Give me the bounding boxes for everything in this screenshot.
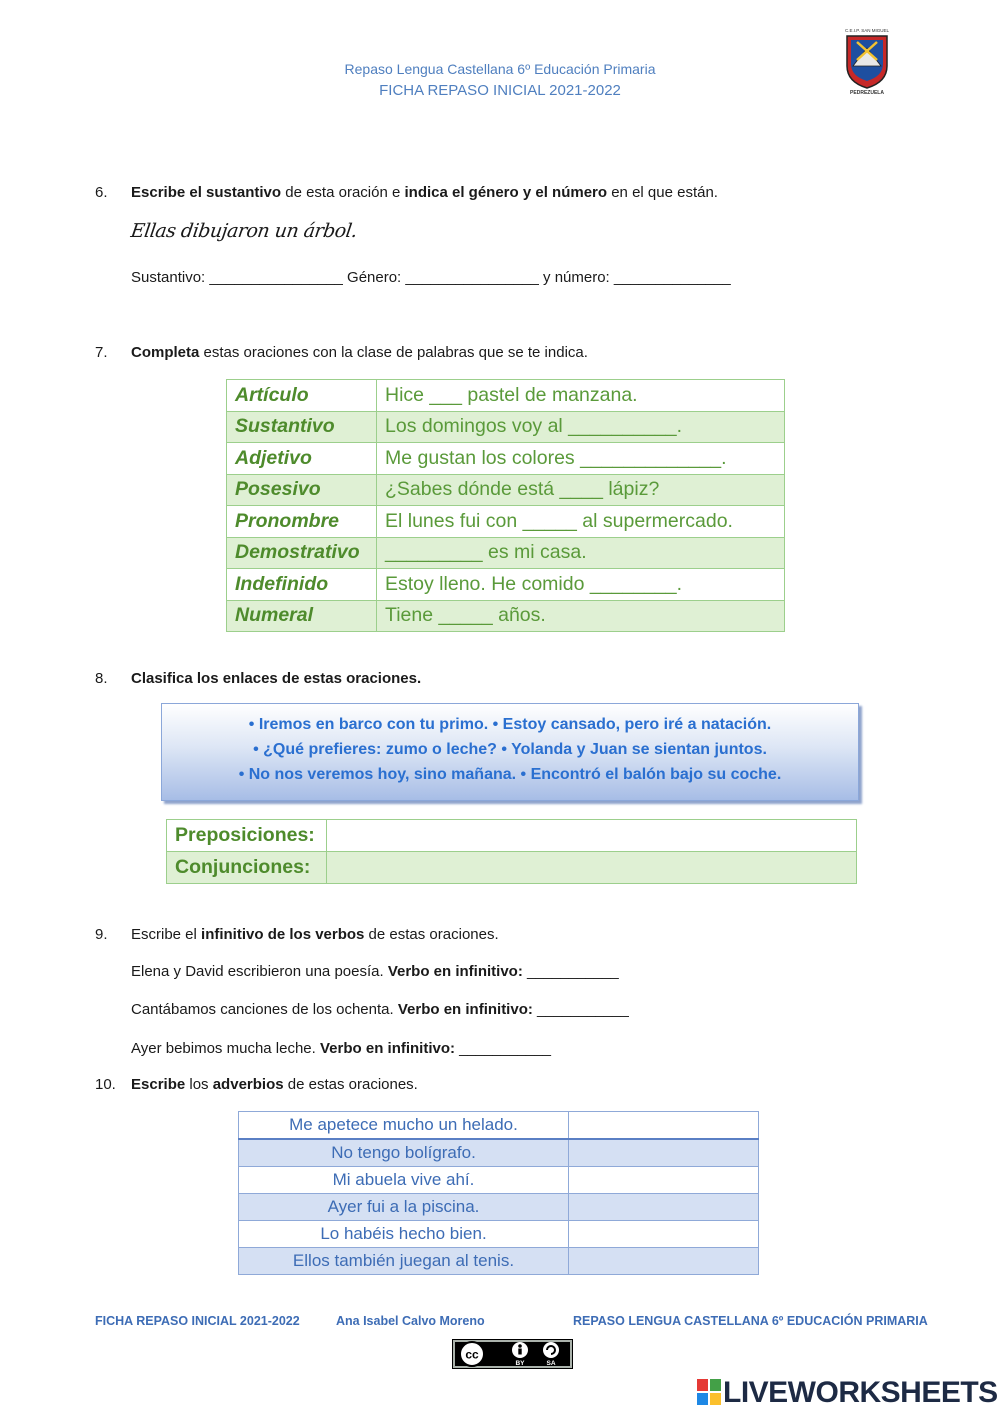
answer-cell[interactable] <box>569 1112 759 1140</box>
answer-cell[interactable] <box>569 1248 759 1275</box>
header-subject: Repaso Lengua Castellana 6º Educación Primaria <box>344 61 656 77</box>
sentence-cell: Lo habéis hecho bien. <box>239 1221 569 1248</box>
table-row <box>239 1167 759 1194</box>
liveworksheets-text: LIVEWORKSHEETS <box>723 1376 998 1409</box>
table-row <box>227 380 785 412</box>
sentence-cell: No tengo bolígrafo. <box>239 1139 569 1167</box>
verb-line[interactable]: Elena y David escribieron una poesía. Verbo en infinitivo: ___________ <box>131 963 619 980</box>
word-class-label: Demostrativo <box>227 537 377 569</box>
question-number: 10. <box>95 1076 116 1093</box>
school-crest-logo <box>843 26 891 96</box>
cc-by-sa-license-icon <box>452 1339 573 1369</box>
table-row <box>239 1194 759 1221</box>
links-classification-table <box>166 819 857 884</box>
table-row <box>239 1112 759 1140</box>
sentence-cell: Ellos también juegan al tenis. <box>239 1248 569 1275</box>
table-row <box>227 506 785 538</box>
question-8-prompt: 8. Clasifica los enlaces de estas oraciones. <box>95 670 422 687</box>
category-label: Preposiciones: <box>167 820 327 852</box>
adverbs-table <box>238 1111 759 1275</box>
verb-line[interactable]: Cantábamos canciones de los ochenta. Verbo en infinitivo: ___________ <box>131 1001 629 1018</box>
answer-cell-preposiciones[interactable] <box>327 820 857 852</box>
table-row <box>167 852 857 884</box>
answer-cell-conjunciones[interactable] <box>327 852 857 884</box>
question-9-prompt: 9. Escribe el infinitivo de los verbos de estas oraciones. <box>95 926 499 943</box>
sentence-cell: Me apetece mucho un helado. <box>239 1112 569 1140</box>
sentence-cell: Mi abuela vive ahí. <box>239 1167 569 1194</box>
word-class-label: Numeral <box>227 600 377 632</box>
footer-right: REPASO LENGUA CASTELLANA 6º EDUCACIÓN PRIMARIA <box>573 1314 928 1328</box>
handwritten-sentence: Ellas dibujaron un árbol. <box>129 220 359 242</box>
sentence-cell: Ayer fui a la piscina. <box>239 1194 569 1221</box>
sentence-cell[interactable]: Me gustan los colores _____________. <box>377 443 785 475</box>
answer-cell[interactable] <box>569 1221 759 1248</box>
sa-text: SA <box>546 1360 556 1367</box>
table-row <box>227 411 785 443</box>
box-line: • Iremos en barco con tu primo. • Estoy cansado, pero iré a natación. <box>248 716 772 733</box>
question-6-prompt: 6. Escribe el sustantivo de esta oración e indica el género y el número en el que están. <box>95 184 718 201</box>
table-row <box>239 1248 759 1275</box>
word-class-label: Sustantivo <box>227 411 377 443</box>
cc-text: cc <box>465 1347 479 1362</box>
answer-line-sustantivo[interactable]: Sustantivo: ________________ Género: ________________ y número: ______________ <box>131 269 731 286</box>
table-row <box>239 1221 759 1248</box>
word-class-label: Artículo <box>227 380 377 412</box>
liveworksheets-watermark <box>697 1376 998 1410</box>
header-title: FICHA REPASO INICIAL 2021-2022 <box>379 82 621 99</box>
liveworksheets-logo-icon <box>697 1379 721 1405</box>
word-class-label: Posesivo <box>227 474 377 506</box>
answer-cell[interactable] <box>569 1194 759 1221</box>
category-label: Conjunciones: <box>167 852 327 884</box>
logo-text-bottom: PEDREZUELA <box>850 90 884 96</box>
table-row <box>227 474 785 506</box>
table-row <box>227 537 785 569</box>
sentence-cell[interactable]: _________ es mi casa. <box>377 537 785 569</box>
table-row <box>227 600 785 632</box>
word-class-label: Indefinido <box>227 569 377 601</box>
question-7-prompt: 7. Completa estas oraciones con la clase de palabras que se te indica. <box>95 344 588 361</box>
word-class-table <box>226 379 785 632</box>
table-row <box>167 820 857 852</box>
by-text: BY <box>515 1360 525 1367</box>
verb-line[interactable]: Ayer bebimos mucha leche. Verbo en infinitivo: ___________ <box>131 1040 551 1057</box>
sentence-cell[interactable]: Estoy lleno. He comido ________. <box>377 569 785 601</box>
word-class-label: Pronombre <box>227 506 377 538</box>
sentences-box <box>161 703 859 801</box>
question-number: 7. <box>95 344 108 361</box>
question-10-prompt: 10. Escribe los adverbios de estas oraciones. <box>95 1076 418 1093</box>
sentence-cell[interactable]: ¿Sabes dónde está ____ lápiz? <box>377 474 785 506</box>
question-number: 6. <box>95 184 108 201</box>
sentence-cell[interactable]: Tiene _____ años. <box>377 600 785 632</box>
question-number: 9. <box>95 926 108 943</box>
footer-author: Ana Isabel Calvo Moreno <box>336 1314 485 1328</box>
table-row <box>227 443 785 475</box>
table-row <box>227 569 785 601</box>
box-line: • ¿Qué prefieres: zumo o leche? • Yolanda y Juan se sientan juntos. <box>253 741 767 758</box>
logo-text-top: C.E.I.P. SAN MIGUEL <box>845 28 889 33</box>
footer-left: FICHA REPASO INICIAL 2021-2022 <box>95 1314 300 1328</box>
answer-cell[interactable] <box>569 1167 759 1194</box>
word-class-label: Adjetivo <box>227 443 377 475</box>
sentence-cell[interactable]: Hice ___ pastel de manzana. <box>377 380 785 412</box>
answer-cell[interactable] <box>569 1139 759 1167</box>
table-row <box>239 1139 759 1167</box>
sentence-cell[interactable]: Los domingos voy al __________. <box>377 411 785 443</box>
sentence-cell[interactable]: El lunes fui con _____ al supermercado. <box>377 506 785 538</box>
box-line: • No nos veremos hoy, sino mañana. • Encontró el balón bajo su coche. <box>238 766 782 783</box>
question-number: 8. <box>95 670 108 687</box>
